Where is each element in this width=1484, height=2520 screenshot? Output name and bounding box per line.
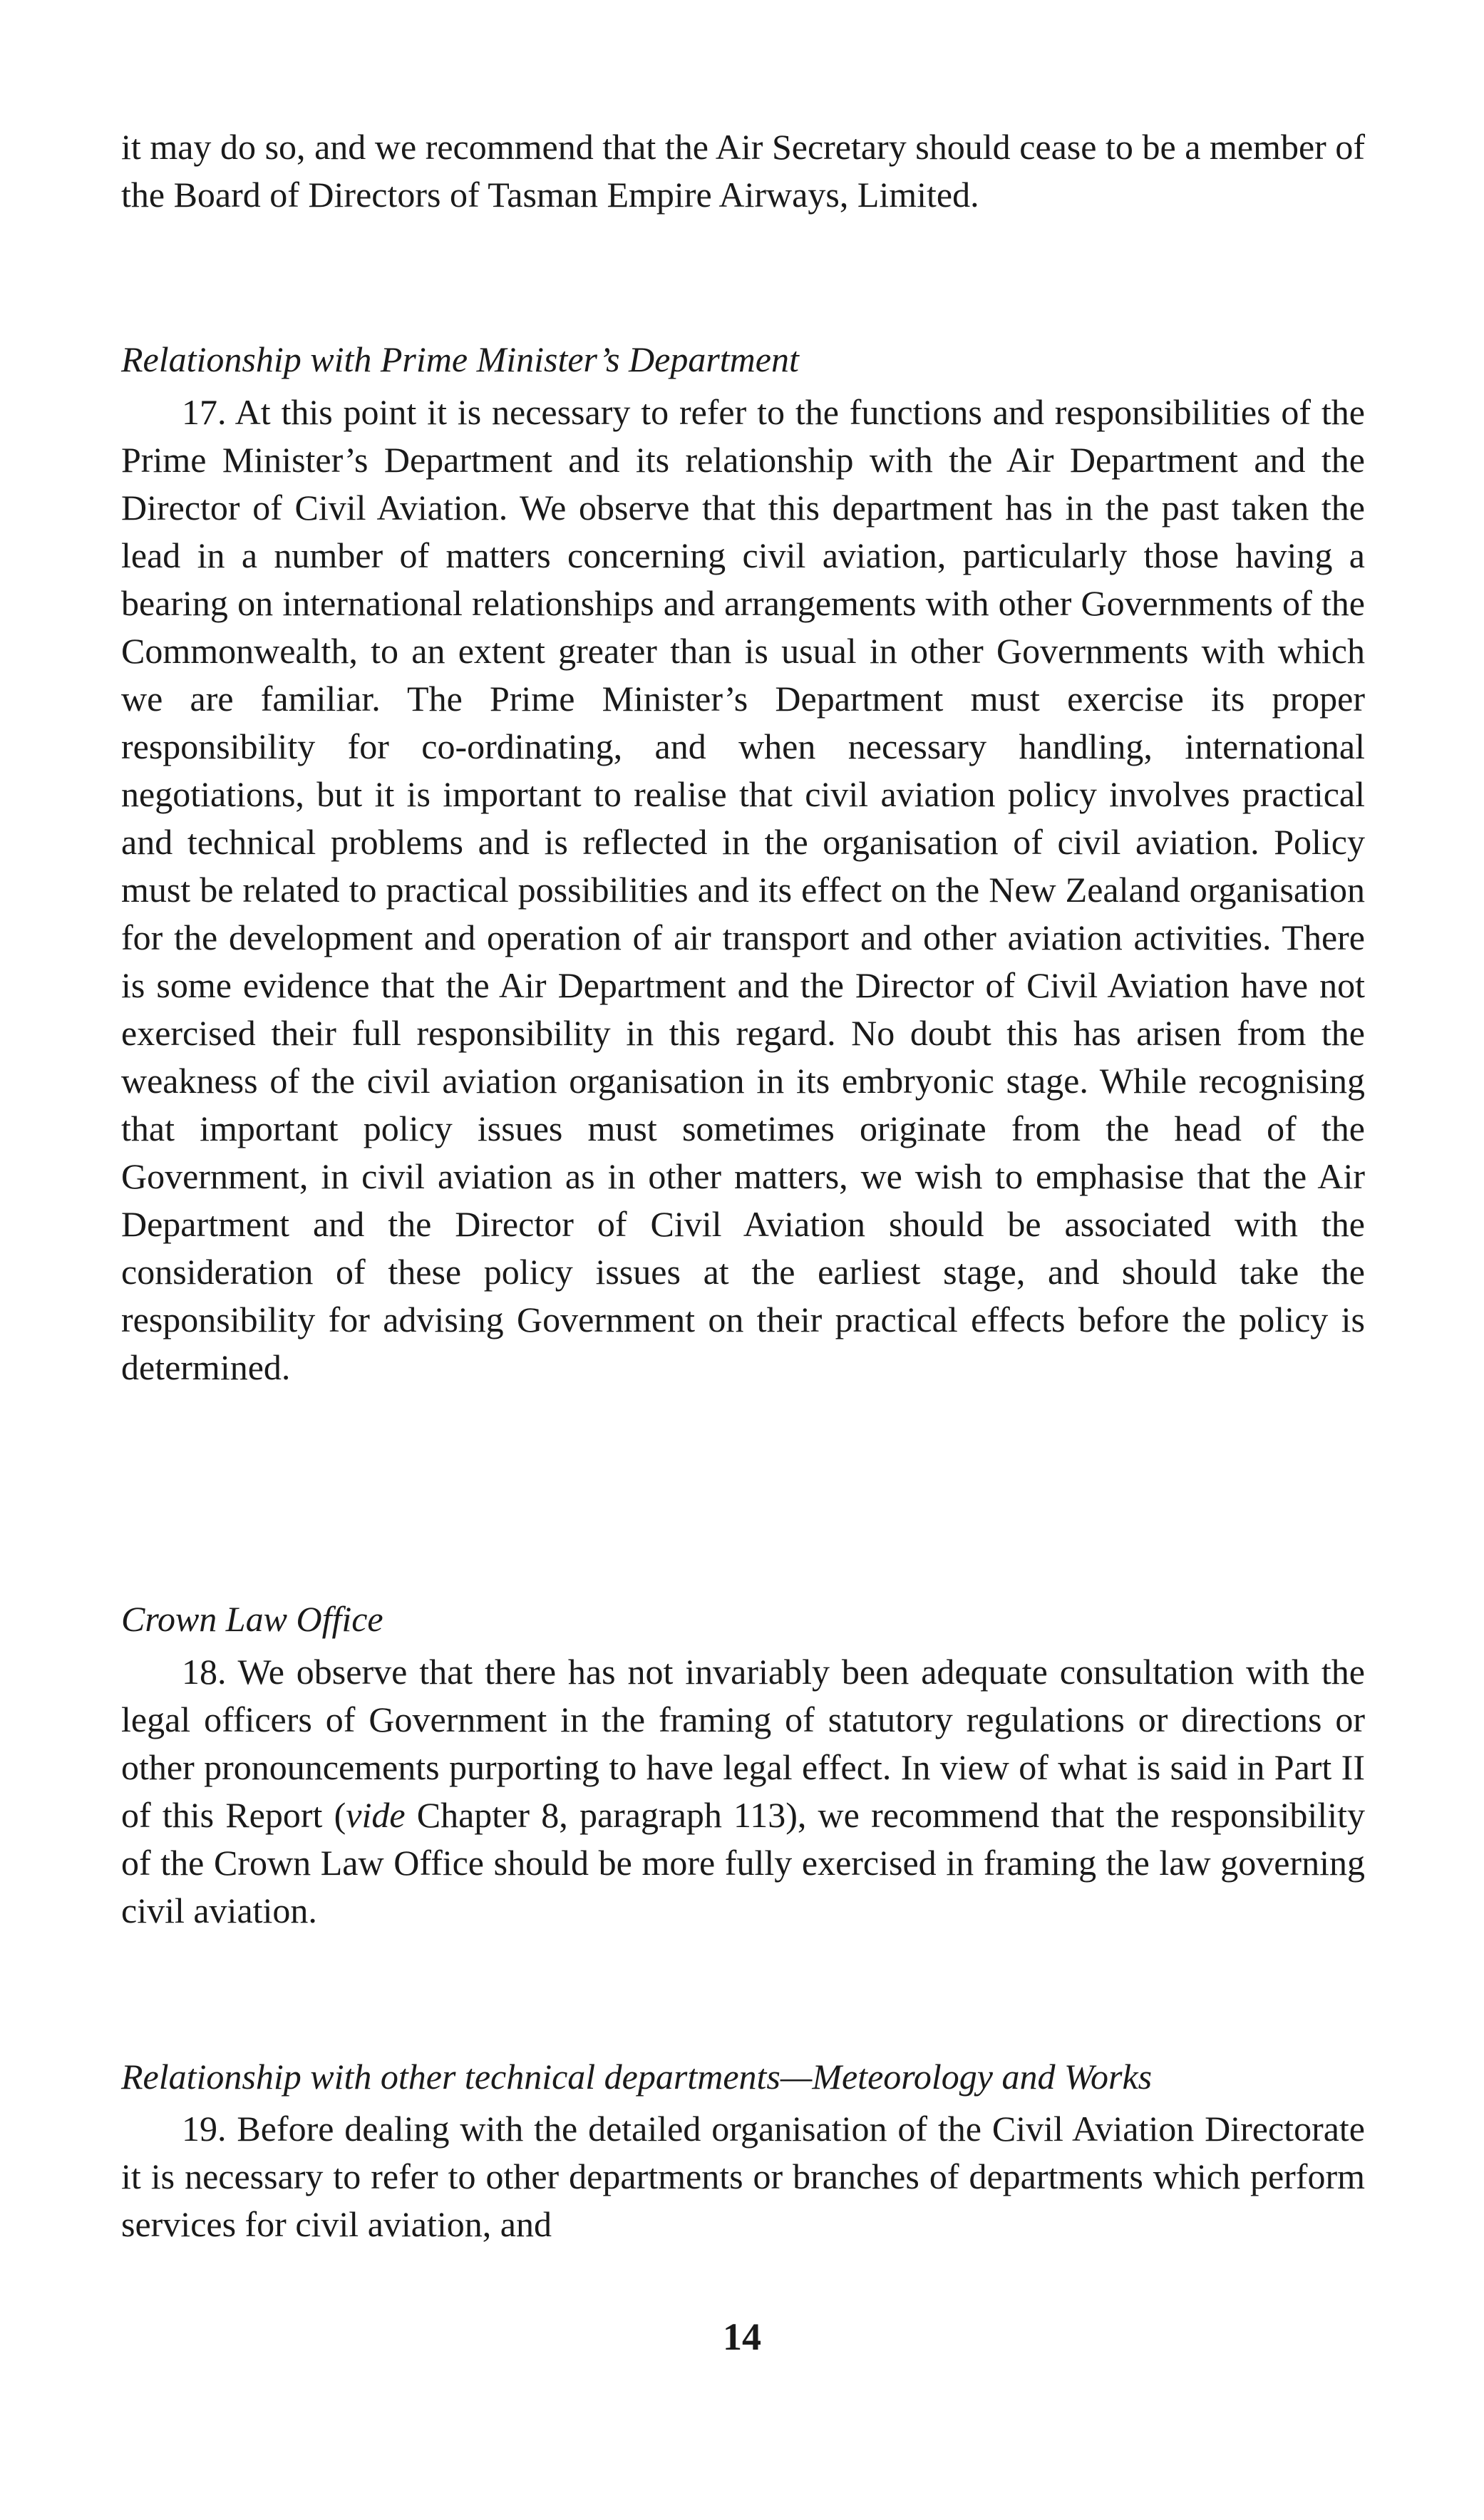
paragraph-number: 18. <box>182 1652 227 1692</box>
paragraph-number: 19. <box>182 2109 227 2149</box>
paragraph-18 <box>121 1648 1365 1935</box>
paragraph-number: 17. <box>182 392 227 432</box>
paragraph-17-text: At this point it is necessary to refer to the functions and responsibilities of the Prime Minister’s Department and its relationship with the Air Department and the Director of Civil Aviation. We observe that this department has in the past taken the lead in a number of matters concerning civil aviation, particularly those having a bearing on international relationships and arrangements with other Governments of the Commonwealth, to an extent greater than is usual in other Governments with which we are familiar. The Prime Minister’s Department must exercise its proper responsibility for co-ordinating, and when necessary handling, international negotiations, but it is important to realise that civil aviation policy involves practical and technical problems and is reflected in the organisation of civil aviation. Policy must be related to practical possibilities and its effect on the New Zealand organisation for the development and operation of air transport and other aviation activities. There is some evidence that the Air Department and the Director of Civil Aviation have not exercised their full responsibility in this regard. No doubt this has arisen from the weakness of the civil aviation organisation in its embryonic stage. While recognising that important policy issues must sometimes originate from the head of the Government, in civil aviation as in other matters, we wish to emphasise that the Air Department and the Director of Civil Aviation should be associated with the consideration of these policy issues at the earliest stage, and should take the responsibility for advising Government on their practical effects before the policy is determined. <box>121 392 1365 1387</box>
page-number: 14 <box>723 2315 761 2358</box>
section-heading-crown-law: Crown Law Office <box>121 1599 383 1639</box>
paragraph-19 <box>121 2105 1365 2248</box>
paragraph-18-text-part-2: Chapter 8, paragraph 113), we recommend that the responsibility of the Crown Law Office should be more fully exercised in framing the law governing civil aviation. <box>121 1795 1365 1930</box>
intro-paragraph: it may do so, and we recommend that the Air Secretary should cease to be a member of the Board of Directors of Tasman Empire Airways, Limited. <box>121 127 1365 215</box>
paragraph-18-text-part-1: We observe that there has not invariably been adequate consultation with the legal officers of Government in the framing of statutory regulations or directions or other pronouncements purporting to have legal effect. In view of what is said in Part II of this Report ( <box>121 1652 1365 1835</box>
paragraph-19-text: Before dealing with the detailed organisation of the Civil Aviation Directorate it is necessary to refer to other departments or branches of departments which perform services for civil aviation, and <box>121 2109 1365 2244</box>
vide-reference: vide <box>346 1795 406 1835</box>
section-heading-prime-minister: Relationship with Prime Minister’s Department <box>121 339 799 379</box>
section-heading-technical-departments: Relationship with other technical departments—Meteorology and Works <box>121 2057 1153 2097</box>
paragraph-17 <box>121 389 1365 1392</box>
